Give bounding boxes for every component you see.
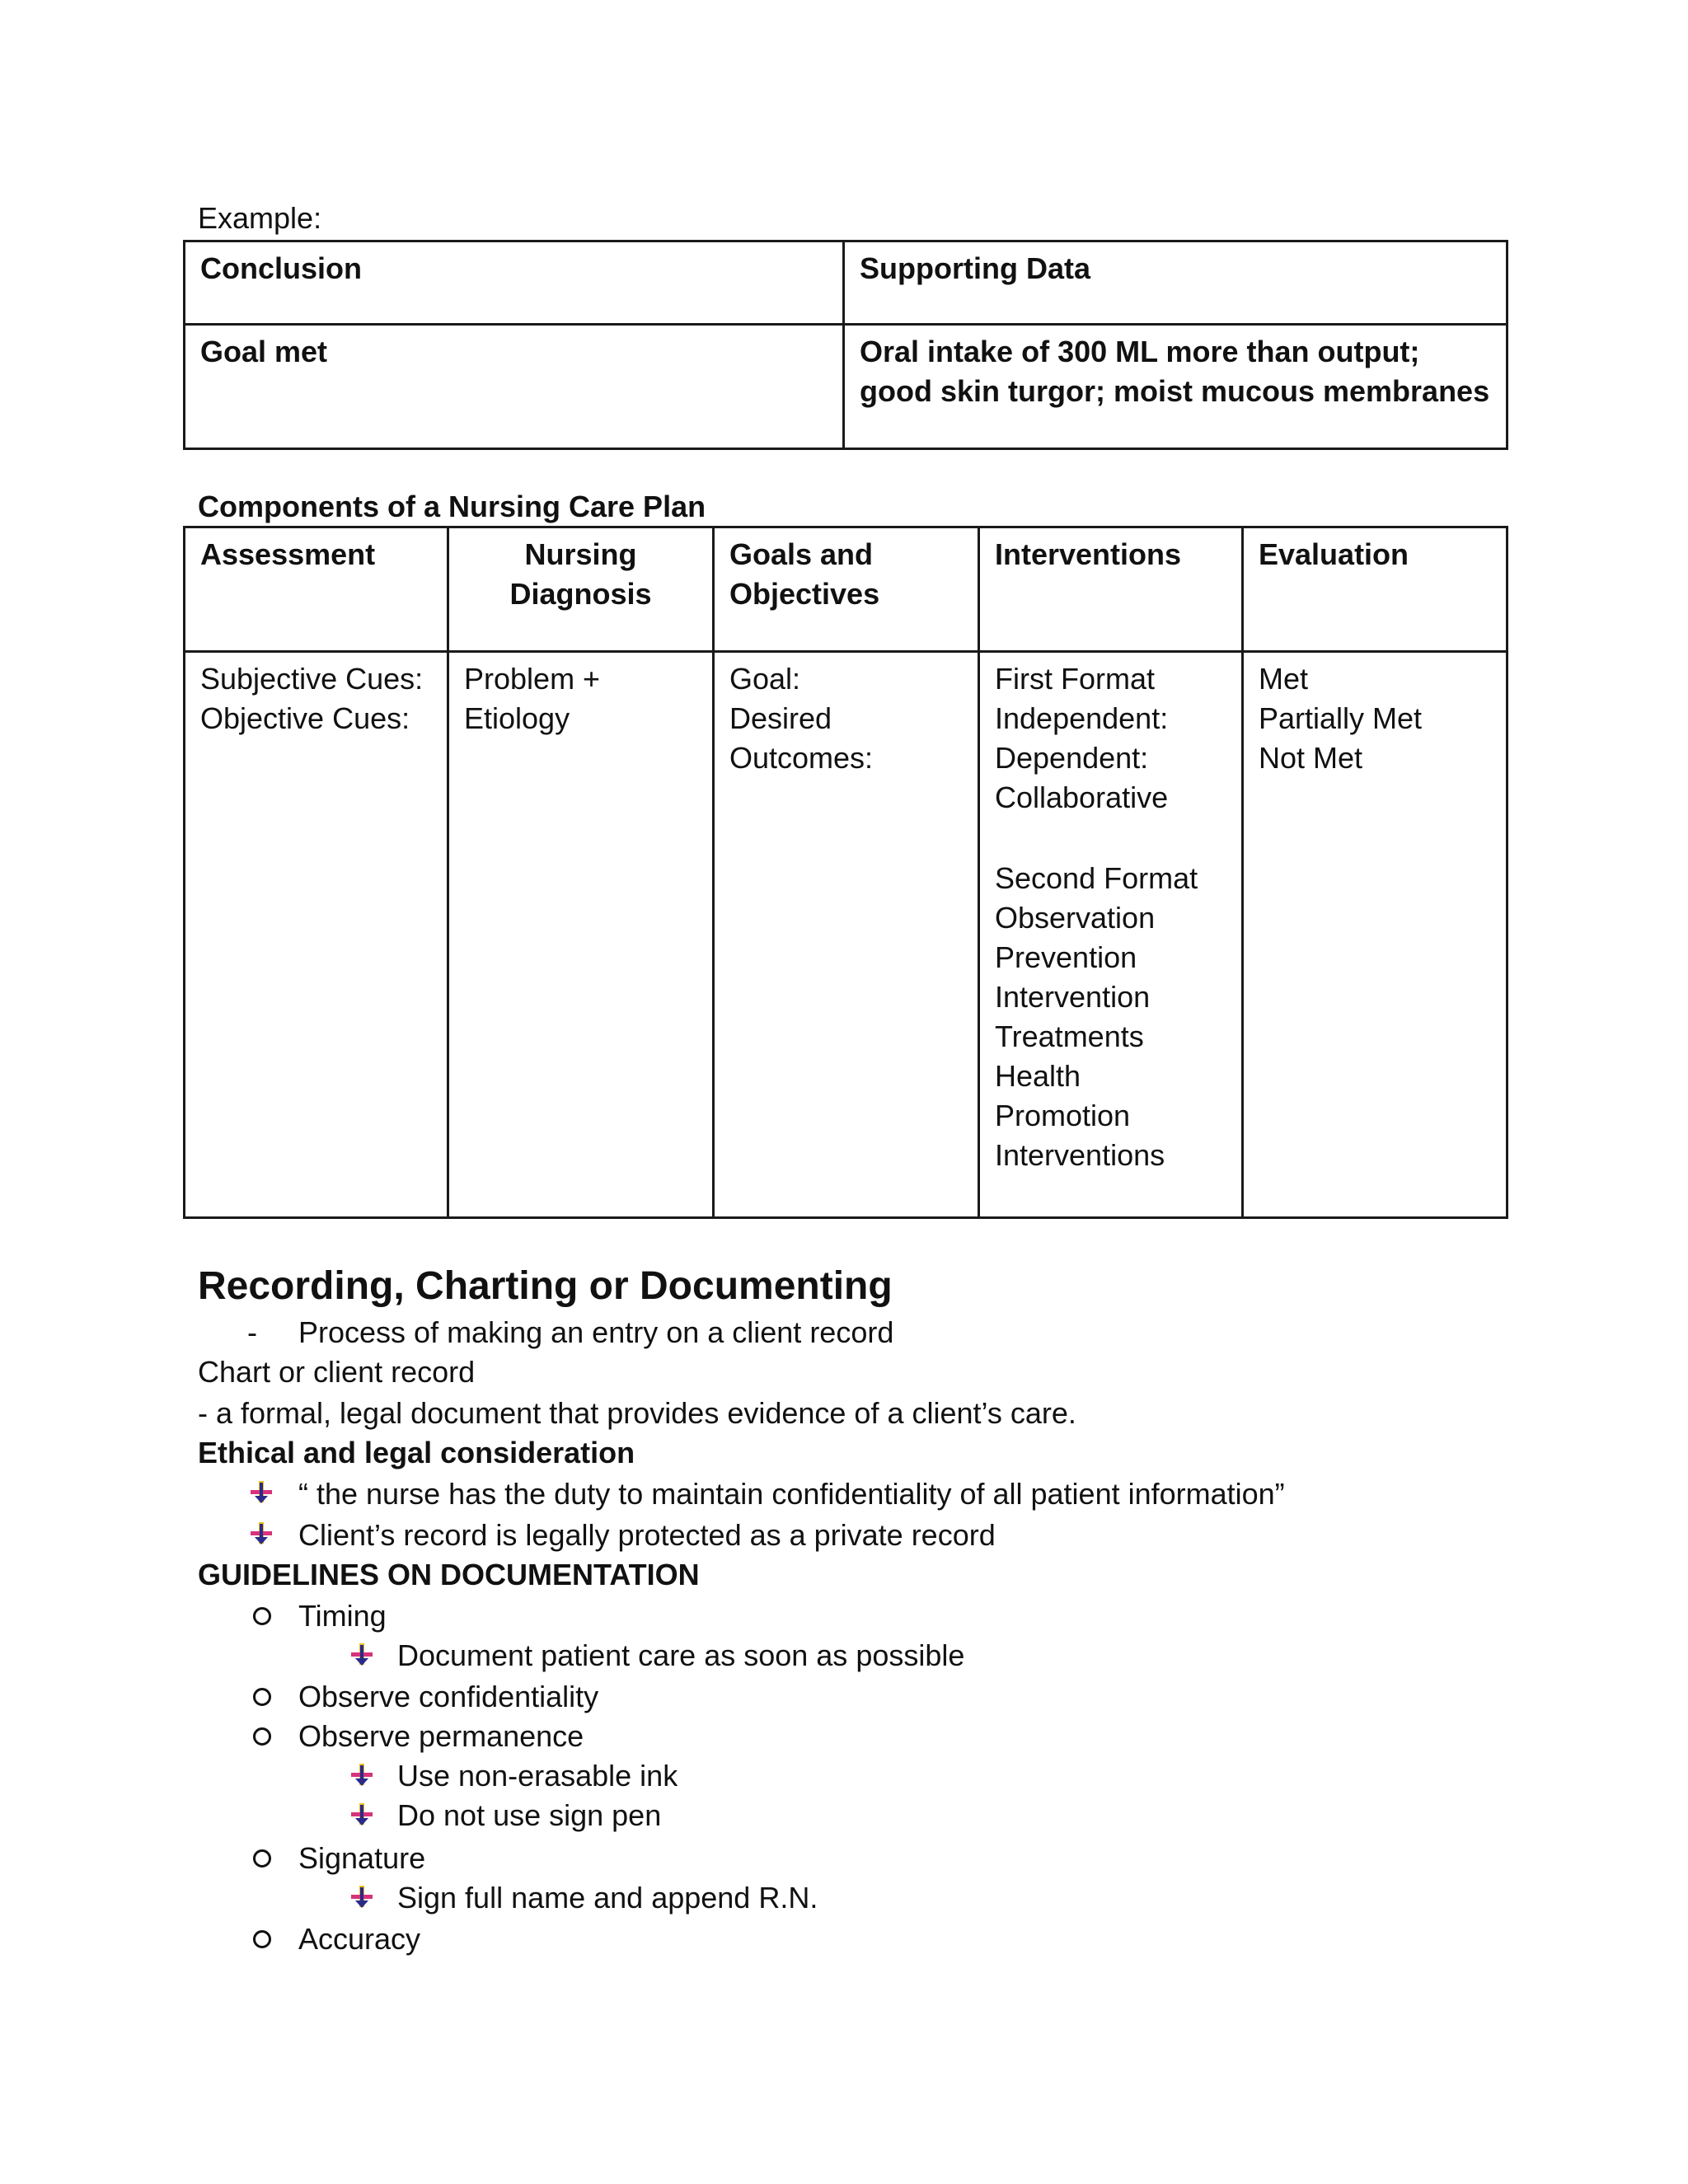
care-plan-title: Components of a Nursing Care Plan [198, 490, 706, 523]
supporting-line: good skin turgor; moist mucous membranes [860, 374, 1490, 408]
header-line: Objectives [729, 577, 880, 611]
header-line: Diagnosis [509, 577, 652, 611]
header-assessment: Assessment [185, 527, 448, 652]
chart-description: - a formal, legal document that provides evidence of a client’s care. [198, 1396, 1076, 1430]
guideline-confidentiality: Observe confidentiality [298, 1680, 599, 1713]
arrow-bullet-icon [349, 1642, 374, 1666]
guideline-accuracy: Accuracy [298, 1922, 421, 1956]
guideline-permanence: Observe permanence [298, 1719, 584, 1753]
header-supporting-data: Supporting Data [844, 241, 1507, 325]
cell-assessment [185, 652, 448, 1218]
cell-line: Observation [995, 901, 1156, 935]
header-goals-objectives [714, 527, 979, 652]
definition-text: Process of making an entry on a client record [298, 1315, 894, 1349]
ethical-item: “ the nurse has the duty to maintain confidentiality of all patient information” [298, 1477, 1285, 1511]
arrow-bullet-icon [349, 1802, 374, 1826]
arrow-bullet-icon [349, 1884, 374, 1909]
cell-line: Etiology [464, 701, 570, 735]
ethical-title: Ethical and legal consideration [198, 1436, 635, 1469]
guideline-sub-item: Document patient care as soon as possible [397, 1638, 965, 1672]
guideline-sub-item: Sign full name and append R.N. [397, 1881, 818, 1915]
cell-line: Not Met [1259, 741, 1363, 775]
guideline-sub-item: Do not use sign pen [397, 1798, 662, 1832]
cell-supporting-data [844, 325, 1507, 449]
arrow-bullet-icon [249, 1479, 274, 1504]
chart-label: Chart or client record [198, 1355, 476, 1389]
header-line: Nursing [524, 537, 637, 571]
cell-line: Prevention [995, 940, 1137, 974]
cell-evaluation [1243, 652, 1507, 1218]
guideline-timing: Timing [298, 1599, 387, 1633]
cell-line: Dependent: [995, 741, 1149, 775]
cell-line: Treatments [995, 1019, 1144, 1053]
cell-line: Partially Met [1259, 701, 1423, 735]
header-interventions: Interventions [979, 527, 1243, 652]
cell-line: Problem + [464, 662, 601, 696]
cell-line: Second Format [995, 861, 1198, 895]
header-conclusion: Conclusion [185, 241, 844, 325]
cell-interventions [979, 652, 1243, 1218]
section-title: Recording, Charting or Documenting [198, 1264, 893, 1308]
arrow-bullet-icon [249, 1521, 274, 1545]
cell-line: Outcomes: [729, 741, 874, 775]
cell-line: Objective Cues: [200, 701, 410, 735]
cell-line: Intervention [995, 980, 1151, 1014]
cell-line: First Format [995, 662, 1155, 696]
cell-line: Collaborative [995, 780, 1169, 814]
header-evaluation: Evaluation [1243, 527, 1507, 652]
cell-goals [714, 652, 979, 1218]
cell-line: Health [995, 1059, 1081, 1093]
circle-bullet-icon [253, 1930, 271, 1948]
example-label: Example: [198, 201, 322, 235]
ethical-item: Client’s record is legally protected as a private record [298, 1518, 996, 1552]
spacer [995, 818, 1226, 859]
header-line: Goals and [729, 537, 874, 571]
cell-line: Met [1259, 662, 1309, 696]
cell-line: Promotion [995, 1099, 1131, 1132]
guidelines-title: GUIDELINES ON DOCUMENTATION [198, 1558, 700, 1591]
arrow-bullet-icon [349, 1762, 374, 1787]
cell-line: Interventions [995, 1138, 1165, 1172]
supporting-line: Oral intake of 300 ML more than output; [860, 335, 1420, 368]
cell-line: Subjective Cues: [200, 662, 424, 696]
circle-bullet-icon [253, 1607, 271, 1625]
care-plan-table [183, 526, 1508, 1219]
dash-bullet: - [247, 1315, 257, 1349]
cell-conclusion: Goal met [185, 325, 844, 449]
cell-line: Desired [729, 701, 832, 735]
cell-line: Independent: [995, 701, 1169, 735]
guideline-sub-item: Use non-erasable ink [397, 1759, 678, 1793]
circle-bullet-icon [253, 1849, 271, 1868]
circle-bullet-icon [253, 1688, 271, 1706]
cell-nursing-diagnosis [448, 652, 714, 1218]
cell-line: Goal: [729, 662, 801, 696]
guideline-signature: Signature [298, 1841, 426, 1875]
header-nursing-diagnosis [448, 527, 714, 652]
circle-bullet-icon [253, 1727, 271, 1746]
example-table [183, 240, 1508, 450]
